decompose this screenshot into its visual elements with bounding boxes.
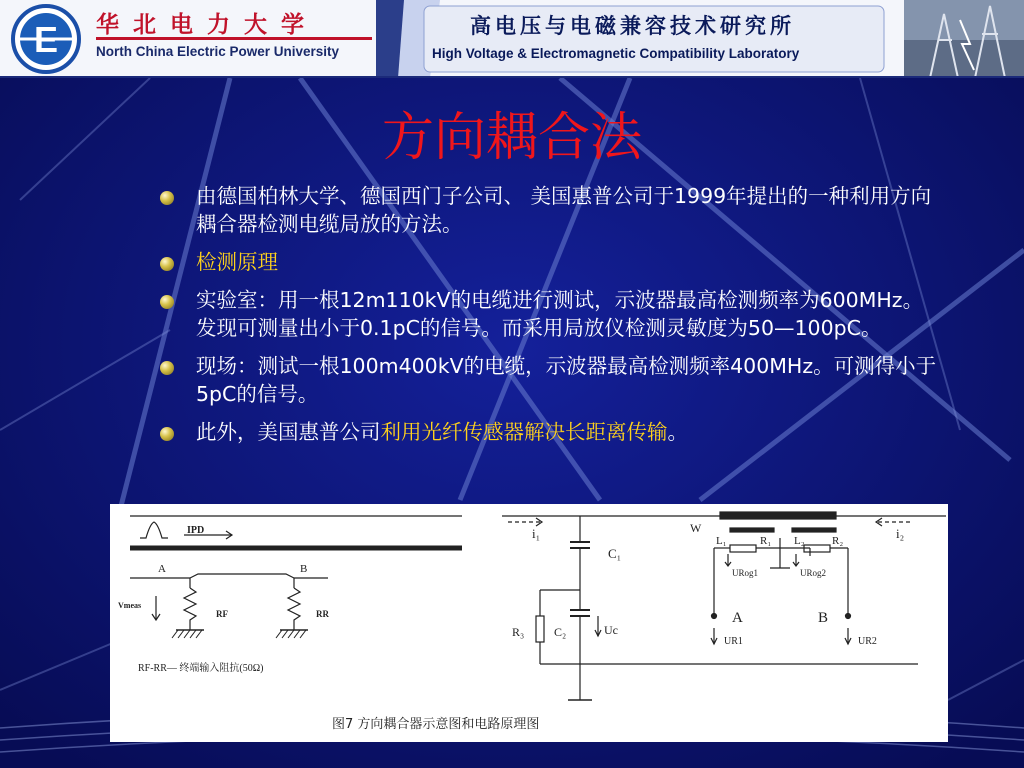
r2-label: R₂	[832, 535, 844, 547]
l1-label: L₁	[716, 535, 727, 547]
slide-title: 方向耦合法	[381, 108, 642, 168]
impedance-note: RF-RR— 终端输入阻抗(50Ω)	[138, 663, 264, 674]
bullet-list	[160, 182, 940, 456]
bullet-text: 实验室：用一根12m110kV的电缆进行测试，示波器最高检测频率为600MHz。发现可测量出小于0.1pC的信号。而采用局放仪检测灵敏度为50—100pC。	[196, 288, 924, 340]
bullet-ball-icon	[160, 191, 174, 205]
ipd-label: IPD	[187, 525, 205, 536]
c2-label: C₂	[554, 625, 567, 639]
university-logo-icon	[13, 6, 79, 72]
coupler-schematic	[130, 516, 462, 638]
bullet-ball-icon	[160, 295, 174, 309]
vmeas-label: Vmeas	[118, 601, 142, 610]
bullet-item	[160, 352, 940, 408]
rr-label: RR	[316, 609, 329, 619]
bullet-text: 检测原理	[196, 250, 278, 274]
i2-label: i₂	[896, 526, 905, 541]
w-label: W	[690, 521, 702, 535]
urog2-label: URog2	[800, 568, 827, 578]
bullet-ball-icon	[160, 257, 174, 271]
lab-name-en: High Voltage & Electromagnetic Compatibility Laboratory	[432, 46, 800, 61]
university-name-cn: 华北电力大学	[96, 11, 318, 38]
bullet-ball-icon	[160, 361, 174, 375]
i1-label: i₁	[532, 526, 541, 541]
ur1-label: UR1	[724, 636, 743, 647]
ur2-label: UR2	[858, 636, 877, 647]
point-b-label: B	[300, 563, 308, 575]
terminal-a-label: A	[732, 610, 743, 626]
lab-name-cn: 高电压与电磁兼容技术研究所	[470, 13, 795, 38]
coupler-diagram	[110, 504, 948, 742]
bullet-text-highlight: 利用光纤传感器解决长距离传输	[380, 420, 668, 444]
point-a-label: A	[158, 563, 166, 575]
r3-label: R₃	[512, 625, 525, 639]
urog1-label: URog1	[732, 568, 759, 578]
bullet-text: 由德国柏林大学、德国西门子公司、 美国惠普公司于1999年提出的一种利用方向耦合器检测电缆局放的方法。	[196, 184, 932, 236]
c1-label: C₁	[608, 546, 622, 561]
bullet-text: 现场：测试一根100m400kV的电缆，示波器最高检测频率400MHz。可测得小于5pC的信号。	[196, 354, 937, 406]
bullet-item	[160, 248, 940, 276]
bullet-text-suffix: 。	[667, 420, 688, 444]
bullet-text-prefix: 此外，美国惠普公司	[196, 420, 381, 444]
svg-text:E: E	[33, 19, 59, 60]
l2-label: L₂	[794, 535, 805, 547]
bullet-item	[160, 182, 940, 238]
r1-label: R₁	[760, 535, 772, 547]
bullet-ball-icon	[160, 427, 174, 441]
university-name-en: North China Electric Power University	[96, 44, 340, 59]
header-photo-icon	[904, 0, 1024, 78]
bullet-item	[160, 286, 940, 342]
bullet-item	[160, 418, 940, 446]
coupler-figure	[110, 504, 948, 742]
uc-label: Uc	[604, 623, 618, 637]
header-banner	[0, 0, 1024, 78]
figure-caption: 图7 方向耦合器示意图和电路原理图	[332, 717, 540, 732]
rf-label: RF	[216, 609, 228, 619]
terminal-b-label: B	[818, 610, 829, 626]
